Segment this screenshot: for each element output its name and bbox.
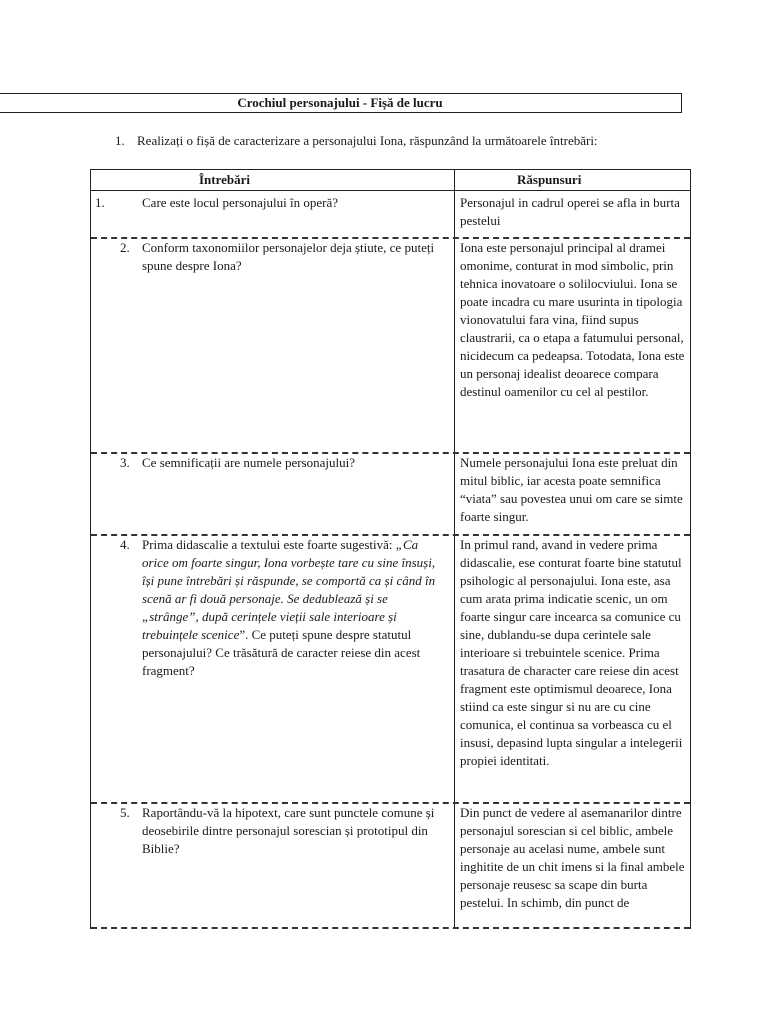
header-answers: Răspunsuri	[517, 172, 582, 187]
table-row	[91, 192, 690, 236]
row-number: 2.	[120, 240, 130, 255]
table-row	[91, 454, 690, 534]
didascalie-quote: „Ca orice om foarte singur, Iona vorbește tare cu sine însuși, își pune întrebări și răspunde, se comportă ca și când în scenă ar fi două personaje. Se dedublează și se „strânge”, după cerințele vieții sale interioare și trebuințele scenice	[142, 537, 436, 642]
row-number: 1.	[95, 195, 105, 210]
questions-table	[90, 169, 691, 929]
answer-text: Numele personajului Iona este preluat din mitul biblic, iar acesta poate semnifica “viata” sau povestea unui om care se simte foarte singur.	[460, 455, 683, 524]
row-number: 4.	[120, 537, 130, 552]
question-text: Conform taxonomiilor personajelor deja știute, ce puteți spune despre Iona?	[142, 240, 435, 273]
row-number: 5.	[120, 805, 130, 820]
row-number: 3.	[120, 455, 130, 470]
table-row	[91, 238, 690, 452]
row-divider	[91, 927, 690, 929]
answer-text: In primul rand, avand in vedere prima didascalie, ese conturat foarte bine statutul psihologic al personajului. Iona este, asa cum arata prima indicatie scenic, un om foarte singur care incearca sa comunice cu sine, dublandu-se dupa cerintele sale interioare si trebuintele scenice. Prima trasatura de character care reiese din acest fragment este optimismul deoarece, Iona stiind ca este singur si nu are cu cine comunica, el continua sa vorbeasca cu el insusi, depasind lupta singular a intelegerii propiei identitati.	[460, 537, 683, 768]
instruction-text: Realizați o fișă de caracterizare a personajului Iona, răspunzând la următoarele întrebări:	[137, 133, 598, 148]
answer-text: Personajul in cadrul operei se afla in burta pestelui	[460, 195, 680, 228]
answer-text: Iona este personajul principal al dramei omonime, conturat in mod simbolic, prin tehnica inovatoare o solilocviului. Iona se poate incadra cu mare usurinta in tipologia vionovatului fara vina, fiind supus claustrarii, ca o etapa a fatumului personal, nicidecum ca pedeapsa. Totodata, Iona este un personaj idealist deoarece compara destinul oamenilor cu cel al pestilor.	[460, 240, 685, 399]
question-text: Care este locul personajului în operă?	[142, 195, 339, 210]
question-text: Raportându-vă la hipotext, care sunt punctele comune și deosebirile dintre personajul sorescian și prototipul din Biblie?	[142, 805, 435, 856]
question-intro: Prima didascalie a textului este foarte sugestivă:	[142, 537, 393, 552]
question-text	[142, 536, 447, 680]
answer-text: Din punct de vedere al asemanarilor dintre personajul sorescian si cel biblic, ambele personaje au acelasi nume, ambele sunt inghitite de un chit imens si la final ambele personaje reusesc sa scape din burta pestelui. In schimb, din punct de	[460, 805, 685, 910]
instruction-number: 1.	[115, 133, 125, 148]
instruction	[115, 133, 598, 149]
table-row	[91, 804, 690, 928]
question-text: Ce semnificații are numele personajului?	[142, 455, 355, 470]
question-outro: ”. Ce puteți spune despre statutul personajului? Ce trăsătură de caracter reiese din acest fragment?	[142, 627, 421, 678]
worksheet-title: Crochiul personajului - Fișă de lucru	[0, 93, 682, 113]
table-header	[91, 170, 690, 191]
header-questions: Întrebări	[199, 172, 251, 187]
table-row	[91, 536, 690, 801]
